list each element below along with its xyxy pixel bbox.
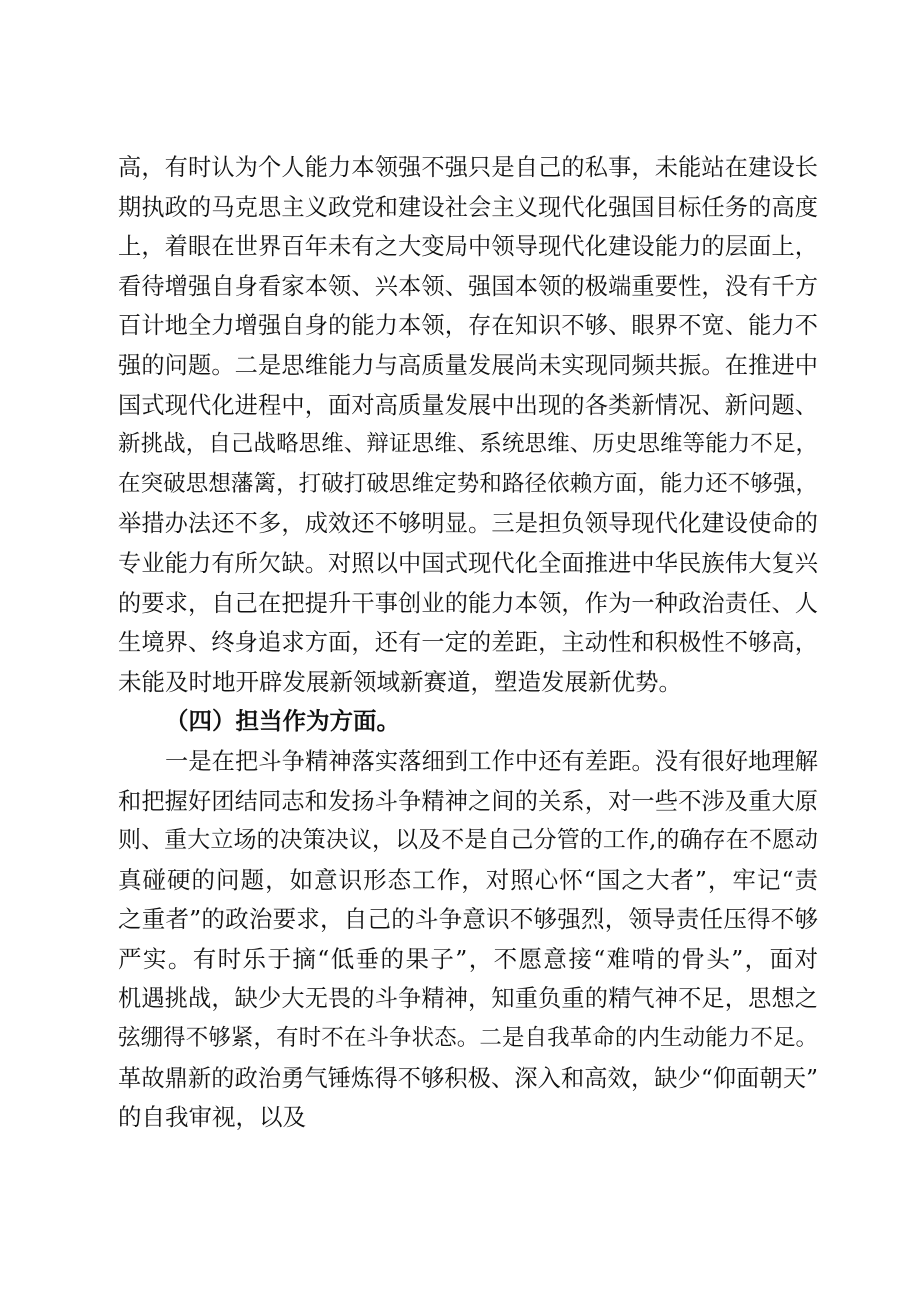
paragraph-line: 生境界、终身追求方面，还有一定的差距，主动性和积极性不够高， bbox=[118, 629, 818, 657]
paragraph-line: 真碰硬的问题，如意识形态工作，对照心怀“国之大者”，牢记“责 bbox=[118, 865, 818, 894]
section-four-paragraph bbox=[118, 742, 818, 1138]
document-body bbox=[118, 148, 818, 1138]
paragraph-line: 弦绷得不够紧，有时不在斗争状态。二是自我革命的内生动能力不足。 bbox=[118, 1025, 818, 1052]
paragraph-line: 革故鼎新的政治勇气锤炼得不够积极、深入和高效，缺少“仰面朝天” bbox=[118, 1064, 818, 1092]
paragraph-line: 在突破思想藩篱，打破打破思维定势和路径依赖方面，能力还不够强， bbox=[118, 470, 818, 497]
paragraph-line: 期执政的马克思主义政党和建设社会主义现代化强国目标任务的高度 bbox=[118, 193, 818, 221]
paragraph-line: 机遇挑战，缺少大无畏的斗争精神，知重负重的精气神不足，思想之 bbox=[118, 985, 818, 1013]
paragraph-line: 看待增强自身看家本领、兴本领、强国本领的极端重要性，没有千方 bbox=[118, 272, 818, 300]
paragraph-line: 严实。有时乐于摘“低垂的果子”，不愿意接“难啃的骨头”，面对 bbox=[118, 944, 818, 973]
paragraph-line: 的要求，自己在把提升干事创业的能力本领，作为一种政治责任、人 bbox=[118, 589, 818, 617]
paragraph-line: 高，有时认为个人能力本领强不强只是自己的私事，未能站在建设长 bbox=[118, 154, 818, 181]
paragraph-line: 上，着眼在世界百年未有之大变局中领导现代化建设能力的层面上， bbox=[118, 233, 818, 261]
paragraph-line: 强的问题。二是思维能力与高质量发展尚未实现同频共振。在推进中 bbox=[118, 351, 818, 379]
paragraph-line: 的自我审视，以及 bbox=[118, 1103, 306, 1132]
paragraph-line: 新挑战，自己战略思维、辩证思维、系统思维、历史思维等能力不足， bbox=[118, 431, 818, 458]
paragraph-line: 国式现代化进程中，面对高质量发展中出现的各类新情况、新问题、 bbox=[118, 391, 818, 419]
paragraph-line: 未能及时地开辟发展新领域新赛道，塑造发展新优势。 bbox=[118, 667, 682, 696]
paragraph-line: 一是在把斗争精神落实落细到工作中还有差距。没有很好地理解 bbox=[165, 747, 818, 775]
section-three-continuation bbox=[118, 148, 818, 702]
paragraph-line: 举措办法还不多，成效还不够明显。三是担负领导现代化建设使命的 bbox=[118, 510, 818, 538]
paragraph-line: 百计地全力增强自身的能力本领，存在知识不够、眼界不宽、能力不 bbox=[118, 312, 818, 340]
paragraph-line: 之重者”的政治要求，自己的斗争意识不够强烈，领导责任压得不够 bbox=[118, 905, 818, 934]
paragraph-line: 则、重大立场的决策决议，以及不是自己分管的工作,的确存在不愿动 bbox=[118, 827, 818, 854]
paragraph-line: 专业能力有所欠缺。对照以中国式现代化全面推进中华民族伟大复兴 bbox=[118, 549, 818, 577]
paragraph-line: 和把握好团结同志和发扬斗争精神之间的关系，对一些不涉及重大原 bbox=[118, 787, 818, 815]
section-four-heading: （四）担当作为方面。 bbox=[165, 707, 400, 736]
